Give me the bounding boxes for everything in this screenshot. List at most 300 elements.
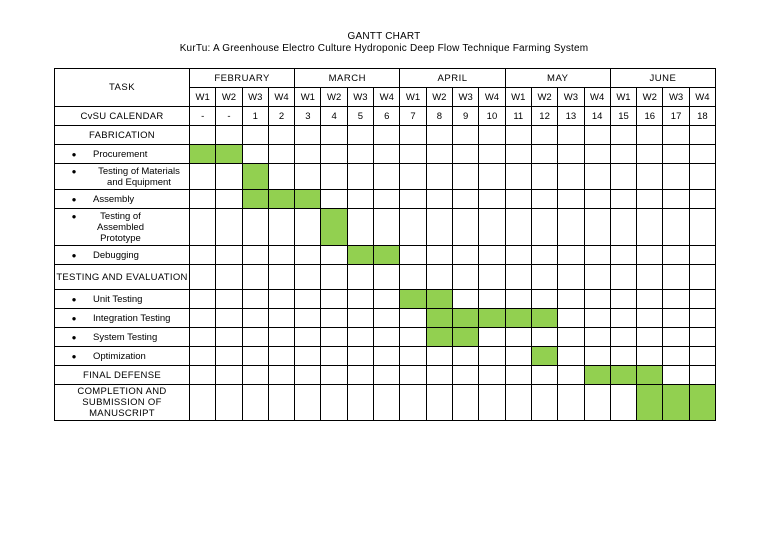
gantt-cell [479,290,505,309]
gantt-cell [637,126,663,145]
gantt-cell [268,309,294,328]
gantt-bar-cell [295,190,321,209]
gantt-cell [374,309,400,328]
gantt-cell [505,366,531,385]
gantt-cell [374,328,400,347]
gantt-cell [268,328,294,347]
gantt-bar-cell [637,366,663,385]
gantt-cell [190,385,216,421]
gantt-cell [347,385,373,421]
gantt-cell [400,328,426,347]
gantt-cell [347,164,373,190]
week-header: W2 [637,88,663,107]
gantt-cell [558,246,584,265]
gantt-cell [689,164,715,190]
gantt-bar-cell [426,328,452,347]
task-label-text: Optimization [93,350,146,362]
gantt-cell [531,290,557,309]
section-label: FINAL DEFENSE [55,366,190,385]
gantt-cell [321,190,347,209]
gantt-cell [268,164,294,190]
gantt-bar-cell [531,347,557,366]
gantt-cell [347,309,373,328]
gantt-bar-cell [242,190,268,209]
gantt-cell [400,209,426,246]
week-header: W4 [268,88,294,107]
gantt-cell [558,328,584,347]
calendar-week: 16 [637,107,663,126]
week-header: W1 [505,88,531,107]
task-row [55,164,716,190]
gantt-cell [242,328,268,347]
gantt-cell [426,164,452,190]
gantt-cell [374,209,400,246]
gantt-cell [531,246,557,265]
gantt-cell [505,385,531,421]
gantt-cell [663,246,689,265]
gantt-cell [689,290,715,309]
gantt-cell [610,385,636,421]
month-header: FEBRUARY [190,69,295,88]
gantt-cell [663,265,689,290]
gantt-cell [374,385,400,421]
gantt-bar-cell [242,164,268,190]
week-header: W1 [400,88,426,107]
gantt-cell [479,366,505,385]
task-header: TASK [55,69,190,107]
task-label [55,164,190,190]
bullet-icon: ● [71,166,77,176]
gantt-cell [268,145,294,164]
task-label [55,190,190,209]
gantt-cell [584,209,610,246]
gantt-cell [190,366,216,385]
gantt-cell [584,347,610,366]
gantt-cell [610,145,636,164]
calendar-week: 17 [663,107,689,126]
month-header: JUNE [610,69,715,88]
gantt-cell [663,309,689,328]
gantt-bar-cell [400,290,426,309]
gantt-cell [689,190,715,209]
gantt-cell [321,385,347,421]
gantt-cell [347,347,373,366]
gantt-cell [663,290,689,309]
gantt-bar-cell [268,190,294,209]
gantt-cell [453,290,479,309]
calendar-week: 7 [400,107,426,126]
gantt-cell [347,190,373,209]
gantt-cell [584,246,610,265]
gantt-cell [689,265,715,290]
calendar-week: 11 [505,107,531,126]
gantt-cell [374,126,400,145]
gantt-cell [637,164,663,190]
month-header: MARCH [295,69,400,88]
gantt-cell [321,164,347,190]
gantt-bar-cell [610,366,636,385]
gantt-cell [242,209,268,246]
task-label-text: System Testing [93,331,158,343]
calendar-label: CvSU CALENDAR [55,107,190,126]
task-label-text: Unit Testing [93,293,143,305]
gantt-cell [347,328,373,347]
gantt-cell [426,265,452,290]
gantt-cell [295,145,321,164]
gantt-bar-cell [663,385,689,421]
gantt-cell [610,328,636,347]
chart-title: GANTT CHART [347,31,421,42]
gantt-cell [295,164,321,190]
gantt-cell [321,265,347,290]
gantt-cell [637,347,663,366]
gantt-cell [558,209,584,246]
gantt-cell [479,209,505,246]
gantt-cell [663,126,689,145]
week-header: W3 [453,88,479,107]
gantt-cell [400,265,426,290]
task-row [55,246,716,265]
gantt-cell [558,190,584,209]
gantt-cell [610,190,636,209]
gantt-cell [610,164,636,190]
week-header: W1 [295,88,321,107]
gantt-cell [479,164,505,190]
task-row [55,290,716,309]
week-header: W4 [584,88,610,107]
section-label: TESTING AND EVALUATION [55,265,190,290]
gantt-cell [374,164,400,190]
gantt-cell [426,209,452,246]
gantt-cell [268,290,294,309]
gantt-cell [453,145,479,164]
task-row [55,366,716,385]
gantt-bar-cell [426,290,452,309]
gantt-cell [400,246,426,265]
gantt-cell [400,309,426,328]
gantt-cell [505,126,531,145]
gantt-cell [505,265,531,290]
gantt-cell [637,209,663,246]
gantt-bar-cell [637,385,663,421]
gantt-cell [453,209,479,246]
bullet-icon: ● [71,194,77,204]
gantt-cell [374,145,400,164]
calendar-week: 12 [531,107,557,126]
gantt-cell [426,366,452,385]
gantt-cell [268,385,294,421]
gantt-cell [321,309,347,328]
gantt-cell [584,290,610,309]
gantt-cell [242,246,268,265]
gantt-cell [347,265,373,290]
gantt-cell [426,190,452,209]
gantt-cell [689,126,715,145]
gantt-cell [531,209,557,246]
gantt-cell [505,209,531,246]
gantt-cell [295,209,321,246]
gantt-cell [479,265,505,290]
gantt-cell [321,328,347,347]
gantt-cell [216,209,242,246]
bullet-icon: ● [71,313,77,323]
gantt-cell [637,246,663,265]
gantt-cell [242,145,268,164]
task-label [55,246,190,265]
gantt-cell [242,347,268,366]
task-label-text: Debugging [93,249,139,261]
gantt-cell [505,164,531,190]
task-row [55,190,716,209]
gantt-cell [216,164,242,190]
gantt-cell [268,209,294,246]
gantt-cell [347,366,373,385]
gantt-cell [663,145,689,164]
gantt-cell [242,265,268,290]
task-label-text: Procurement [93,148,148,160]
gantt-cell [479,246,505,265]
gantt-cell [689,209,715,246]
gantt-cell [689,328,715,347]
gantt-bar-cell [584,366,610,385]
gantt-cell [190,246,216,265]
gantt-cell [505,145,531,164]
gantt-cell [531,385,557,421]
task-label [55,347,190,366]
gantt-cell [268,265,294,290]
gantt-cell [400,190,426,209]
task-row [55,145,716,164]
gantt-cell [531,328,557,347]
gantt-cell [216,265,242,290]
task-label [55,309,190,328]
gantt-cell [610,126,636,145]
gantt-cell [242,309,268,328]
gantt-cell [190,265,216,290]
gantt-cell [689,309,715,328]
gantt-cell [216,246,242,265]
gantt-cell [505,190,531,209]
gantt-bar-cell [321,209,347,246]
gantt-cell [426,347,452,366]
gantt-cell [584,265,610,290]
gantt-bar-cell [216,145,242,164]
gantt-cell [453,190,479,209]
gantt-cell [505,328,531,347]
gantt-cell [558,126,584,145]
gantt-cell [400,145,426,164]
calendar-week: 14 [584,107,610,126]
week-header: W3 [242,88,268,107]
week-header: W2 [426,88,452,107]
calendar-week: - [216,107,242,126]
gantt-cell [321,145,347,164]
gantt-cell [374,190,400,209]
gantt-cell [426,126,452,145]
gantt-bar-cell [426,309,452,328]
bullet-icon: ● [71,211,77,221]
week-header: W3 [663,88,689,107]
gantt-cell [295,265,321,290]
gantt-cell [663,347,689,366]
gantt-cell [426,145,452,164]
gantt-cell [216,385,242,421]
gantt-cell [374,366,400,385]
week-header: W3 [347,88,373,107]
gantt-cell [610,290,636,309]
week-header: W2 [321,88,347,107]
gantt-cell [453,385,479,421]
gantt-cell [663,366,689,385]
gantt-cell [558,366,584,385]
bullet-icon: ● [71,332,77,342]
task-row [55,126,716,145]
gantt-cell [400,347,426,366]
bullet-icon: ● [71,351,77,361]
gantt-cell [637,190,663,209]
gantt-cell [295,290,321,309]
chart-subtitle: KurTu: A Greenhouse Electro Culture Hydroponic Deep Flow Technique Farming System [179,43,589,54]
gantt-cell [453,246,479,265]
gantt-cell [610,246,636,265]
gantt-cell [190,190,216,209]
gantt-cell [558,309,584,328]
gantt-cell [479,145,505,164]
gantt-cell [374,265,400,290]
gantt-cell [242,366,268,385]
gantt-cell [558,265,584,290]
gantt-cell [268,366,294,385]
gantt-cell [479,385,505,421]
gantt-cell [321,366,347,385]
gantt-cell [531,126,557,145]
gantt-cell [190,164,216,190]
gantt-cell [663,328,689,347]
gantt-cell [400,126,426,145]
gantt-cell [216,328,242,347]
week-header: W2 [531,88,557,107]
gantt-bar-cell [505,309,531,328]
gantt-cell [637,290,663,309]
gantt-cell [531,190,557,209]
gantt-bar-cell [689,385,715,421]
gantt-cell [453,126,479,145]
gantt-bar-cell [479,309,505,328]
gantt-cell [321,290,347,309]
gantt-cell [558,347,584,366]
gantt-cell [295,385,321,421]
calendar-week: 3 [295,107,321,126]
gantt-cell [216,366,242,385]
gantt-cell [637,265,663,290]
gantt-cell [584,164,610,190]
task-row [55,385,716,421]
gantt-cell [321,126,347,145]
gantt-cell [216,290,242,309]
gantt-cell [689,366,715,385]
gantt-cell [190,328,216,347]
gantt-bar-cell [347,246,373,265]
task-row [55,328,716,347]
calendar-week: 5 [347,107,373,126]
gantt-cell [558,145,584,164]
calendar-week: 15 [610,107,636,126]
gantt-cell [610,265,636,290]
calendar-week: 6 [374,107,400,126]
task-label-text: Assembly [93,193,135,205]
week-header: W4 [374,88,400,107]
gantt-cell [453,366,479,385]
calendar-week: 4 [321,107,347,126]
task-label-text: Testing of Materials and Equipment [98,165,180,188]
gantt-bar-cell [531,309,557,328]
week-header: W4 [479,88,505,107]
calendar-week: 9 [453,107,479,126]
gantt-cell [295,126,321,145]
gantt-cell [374,347,400,366]
task-label-text: Integration Testing [93,312,171,324]
gantt-cell [242,290,268,309]
gantt-cell [347,145,373,164]
gantt-cell [190,290,216,309]
gantt-cell [558,385,584,421]
month-header: MAY [505,69,610,88]
gantt-cell [531,164,557,190]
section-label: FABRICATION [55,126,190,145]
gantt-cell [216,126,242,145]
bullet-icon: ● [71,149,77,159]
calendar-week: 8 [426,107,452,126]
gantt-cell [347,209,373,246]
gantt-cell [216,347,242,366]
gantt-bar-cell [190,145,216,164]
gantt-cell [400,164,426,190]
gantt-table [54,68,716,421]
gantt-cell [584,126,610,145]
gantt-bar-cell [374,246,400,265]
gantt-cell [610,309,636,328]
gantt-cell [531,265,557,290]
task-label-text: Testing of Assembled Prototype [97,210,144,244]
gantt-cell [347,290,373,309]
gantt-cell [689,145,715,164]
gantt-cell [268,347,294,366]
week-header: W3 [558,88,584,107]
gantt-cell [584,190,610,209]
month-header: APRIL [400,69,505,88]
gantt-cell [479,328,505,347]
gantt-cell [216,190,242,209]
section-label: COMPLETION AND SUBMISSION OF MANUSCRIPT [55,385,190,421]
task-row [55,347,716,366]
gantt-cell [426,385,452,421]
bullet-icon: ● [71,294,77,304]
gantt-cell [268,246,294,265]
gantt-cell [453,347,479,366]
bullet-icon: ● [71,250,77,260]
gantt-cell [400,385,426,421]
gantt-cell [479,126,505,145]
task-row [55,265,716,290]
gantt-cell [242,385,268,421]
week-header: W4 [689,88,715,107]
gantt-cell [531,145,557,164]
task-row [55,309,716,328]
gantt-cell [426,246,452,265]
task-label [55,328,190,347]
week-header: W1 [610,88,636,107]
gantt-cell [663,164,689,190]
